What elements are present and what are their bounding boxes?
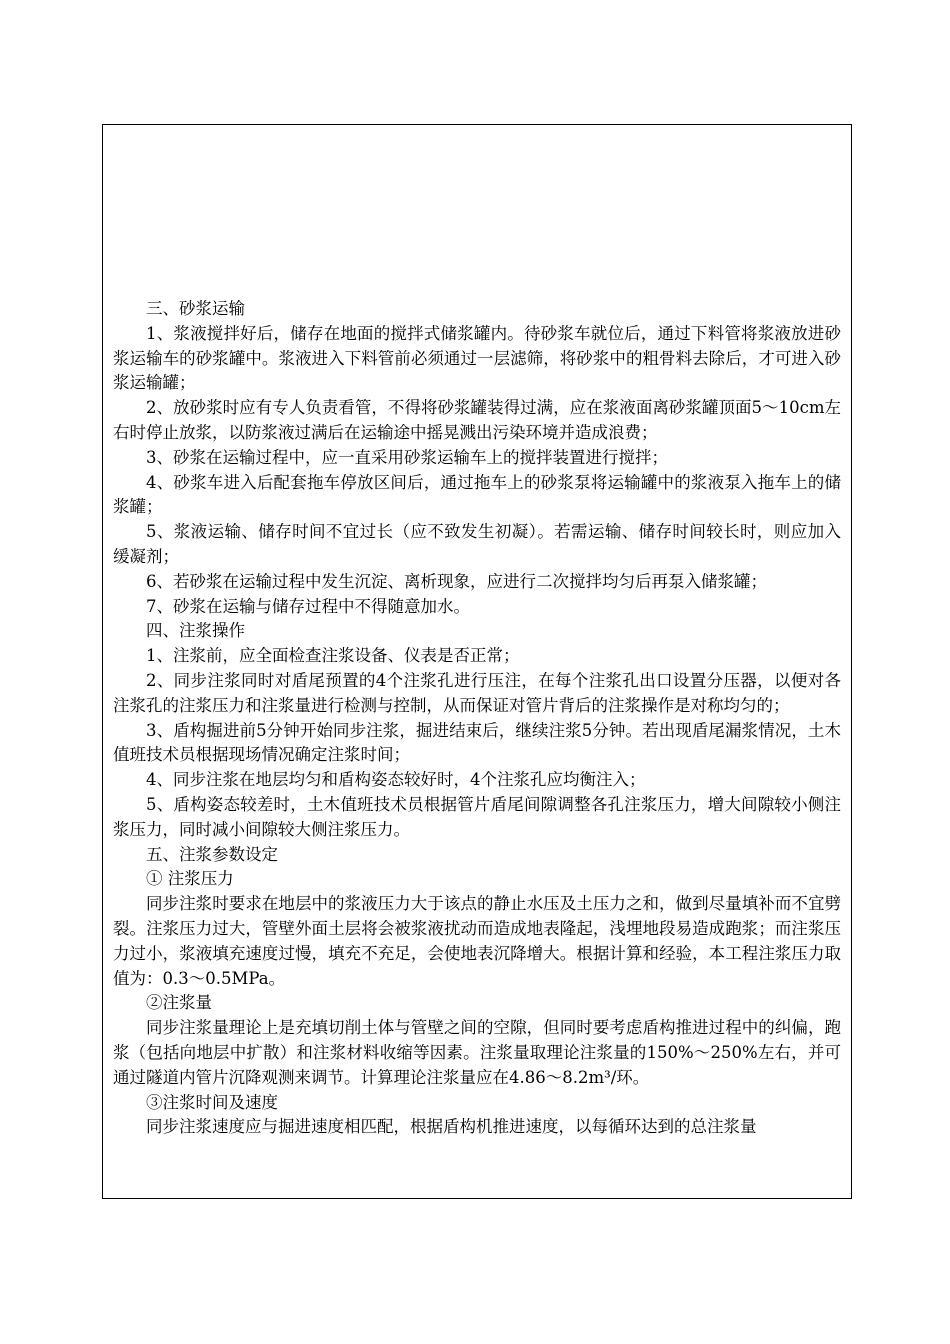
document-body [113,297,841,1140]
paragraph: 3、砂浆在运输过程中，应一直采用砂浆运输车上的搅拌装置进行搅拌； [146,447,668,467]
paragraph: 6、若砂浆在运输过程中发生沉淀、离析现象，应进行二次搅拌均匀后再泵入储浆罐； [146,571,767,591]
paragraph: 4、砂浆车进入后配套拖车停放区间后，通过拖车上的砂浆泵将运输罐中的浆液泵入拖车上的储浆罐； [113,472,841,517]
paragraph: 7、砂浆在运输与储存过程中不得随意加水。 [146,596,470,616]
paragraph: 4、同步注浆在地层均匀和盾构姿态较好时，4个注浆孔应均衡注入； [146,770,646,790]
document-table-cell [102,124,852,1199]
paragraph: 同步注浆量理论上是充填切削土体与管壁之间的空隙，但同时要考虑盾构推进过程中的纠偏，跑浆（包括向地层中扩散）和注浆材料收缩等因素。注浆量取理论注浆量的150%～250%左右，并可通过隧道内管片沉降观测来调节。计算理论注浆量应在4.86～8.2m³/环。 [113,1018,841,1087]
subheading-grouting-volume: ②注浆量 [146,993,212,1013]
paragraph: 3、盾构掘进前5分钟开始同步注浆，掘进结束后，继续注浆5分钟。若出现盾尾漏浆情况，土木值班技术员根据现场情况确定注浆时间； [113,720,841,765]
paragraph: 2、放砂浆时应有专人负责看管，不得将砂浆罐装得过满，应在浆液面离砂浆罐顶面5～10cm左右时停止放浆，以防浆液过满后在运输途中摇晃溅出污染环境并造成浪费； [113,398,841,442]
paragraph: 同步注浆时要求在地层中的浆液压力大于该点的静止水压及土压力之和，做到尽量填补而不宜劈裂。注浆压力过大，管壁外面土层将会被浆液扰动而造成地表隆起，浅埋地段易造成跑浆；而注浆压力过小，浆液填充速度过慢，填充不充足，会使地表沉降增大。根据计算和经验，本工程注浆压力取值为：0.3～0.5MPa。 [113,894,841,988]
paragraph: 2、同步注浆同时对盾尾预置的4个注浆孔进行压注，在每个注浆孔出口设置分压器，以便对各注浆孔的注浆压力和注浆量进行检测与控制，从而保证对管片背后的注浆操作是对称均匀的； [113,670,841,715]
paragraph: 5、盾构姿态较差时，土木值班技术员根据管片盾尾间隙调整各孔注浆压力，增大间隙较小侧注浆压力，同时减小间隙较大侧注浆压力。 [113,794,841,839]
section-heading-grouting-parameters: 五、注浆参数设定 [146,844,278,864]
subheading-grouting-pressure: ① 注浆压力 [146,869,234,889]
paragraph: 同步注浆速度应与掘进速度相匹配，根据盾构机推进速度，以每循环达到的总注浆量 [146,1117,757,1137]
paragraph: 1、浆液搅拌好后，储存在地面的搅拌式储浆罐内。待砂浆车就位后，通过下料管将浆液放进砂浆运输车的砂浆罐中。浆液进入下料管前必须通过一层滤筛，将砂浆中的粗骨料去除后，才可进入砂浆运输罐； [113,323,841,393]
section-heading-mortar-transport: 三、砂浆运输 [146,299,245,318]
section-heading-grouting-operation: 四、注浆操作 [146,621,245,641]
subheading-grouting-time-speed: ③注浆时间及速度 [146,1092,278,1112]
paragraph: 5、浆液运输、储存时间不宜过长（应不致发生初凝）。若需运输、储存时间较长时，则应加入缓凝剂； [113,522,841,566]
paragraph: 1、注浆前，应全面检查注浆设备、仪表是否正常； [146,646,520,666]
